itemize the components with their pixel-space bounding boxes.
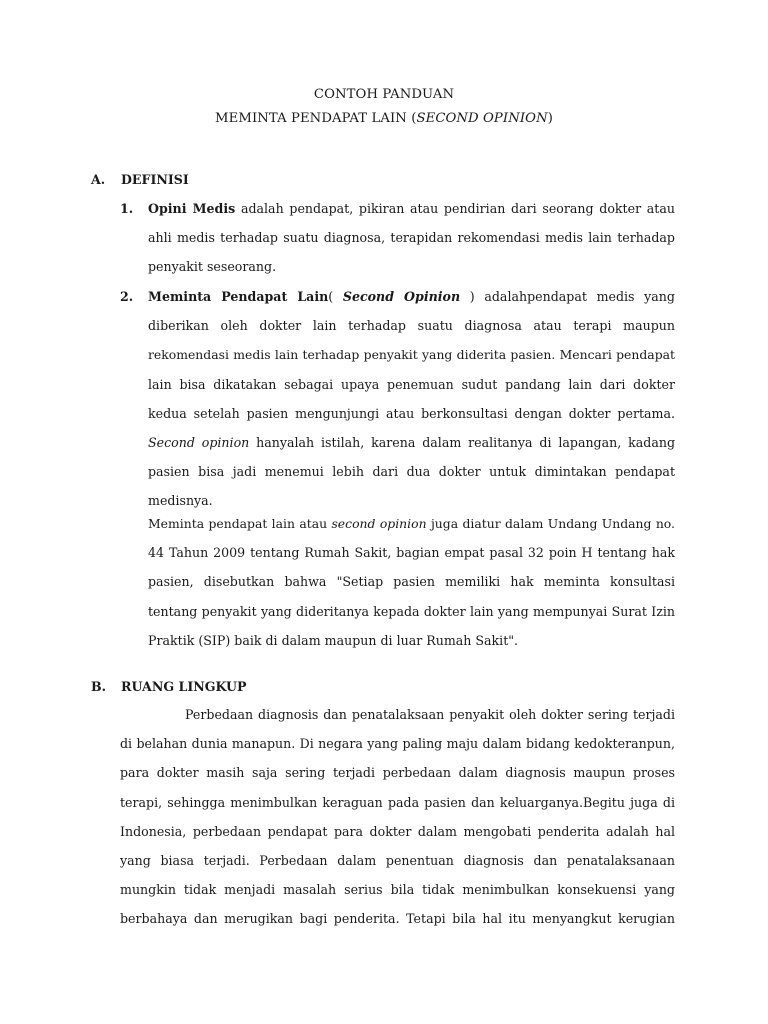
list-number-2: 2. (120, 289, 134, 304)
section-title: RUANG LINGKUP (121, 679, 247, 694)
definition-second-opinion: Meminta Pendapat Lain( Second Opinion ) adalahpendapat medis yang diberikan oleh dokter lain terhadap suatu diagnosa atau terapi maupun rekomendasi medis lain terhadap penyakit yang diderita pasien. Mencari pendapat lain bisa dikatakan sebagai upaya penemuan sudut pandang lain dari dokter kedua setelah pasien mengunjungi atau berkonsultasi dengan dokter pertama. Second opinion hanyalah istilah, karena dalam realitanya di lapangan, kadang pasien bisa jadi menemui lebih dari dua dokter untuk dimintakan pendapat medisnya. (148, 289, 676, 509)
section-letter: A. (91, 172, 106, 187)
section-title: DEFINISI (121, 172, 189, 187)
regulation-paragraph: Meminta pendapat lain atau second opinion juga diatur dalam Undang Undang no. 44 Tahun 2009 tentang Rumah Sakit, bagian empat pasal 32 poin H tentang hak pasien, disebutkan bahwa "Setiap pasien memiliki hak meminta konsultasi tentang penyakit yang dideritanya kepada dokter lain yang mempunyai Surat Izin Praktik (SIP) baik di dalam maupun di luar Rumah Sakit". (148, 516, 675, 648)
section-letter: B. (91, 679, 107, 694)
ruang-lingkup-paragraph: Perbedaan diagnosis dan penatalaksaan penyakit oleh dokter sering terjadi di belahan dunia manapun. Di negara yang paling maju dalam bidang kedokteranpun, para dokter masih saja sering terjadi perbedaan dalam diagnosis maupun proses terapi, sehingga menimbulkan keraguan pada pasien dan keluarganya.Begitu juga di Indonesia, perbedaan pendapat para dokter dalam mengobati penderita adalah hal yang biasa terjadi. Perbedaan dalam penentuan diagnosis dan penatalaksanaan mungkin tidak menjadi masalah serius bila tidak menimbulkan konsekuensi yang berbahaya dan merugikan bagi penderita. Tetapi bila hal itu menyangkut kerugian (120, 707, 675, 927)
document-subtitle: MEMINTA PENDAPAT LAIN (SECOND OPINION) (215, 111, 553, 126)
list-number-1: 1. (120, 201, 134, 216)
section-b-heading (91, 679, 246, 694)
section-a-heading (91, 172, 189, 187)
document-title: CONTOH PANDUAN (313, 87, 455, 102)
definition-opini-medis: Opini Medis adalah pendapat, pikiran atau pendirian dari seorang dokter atau ahli medis terhadap suatu diagnosa, terapidan rekomendasi medis lain terhadap penyakit seseorang. (148, 201, 675, 275)
